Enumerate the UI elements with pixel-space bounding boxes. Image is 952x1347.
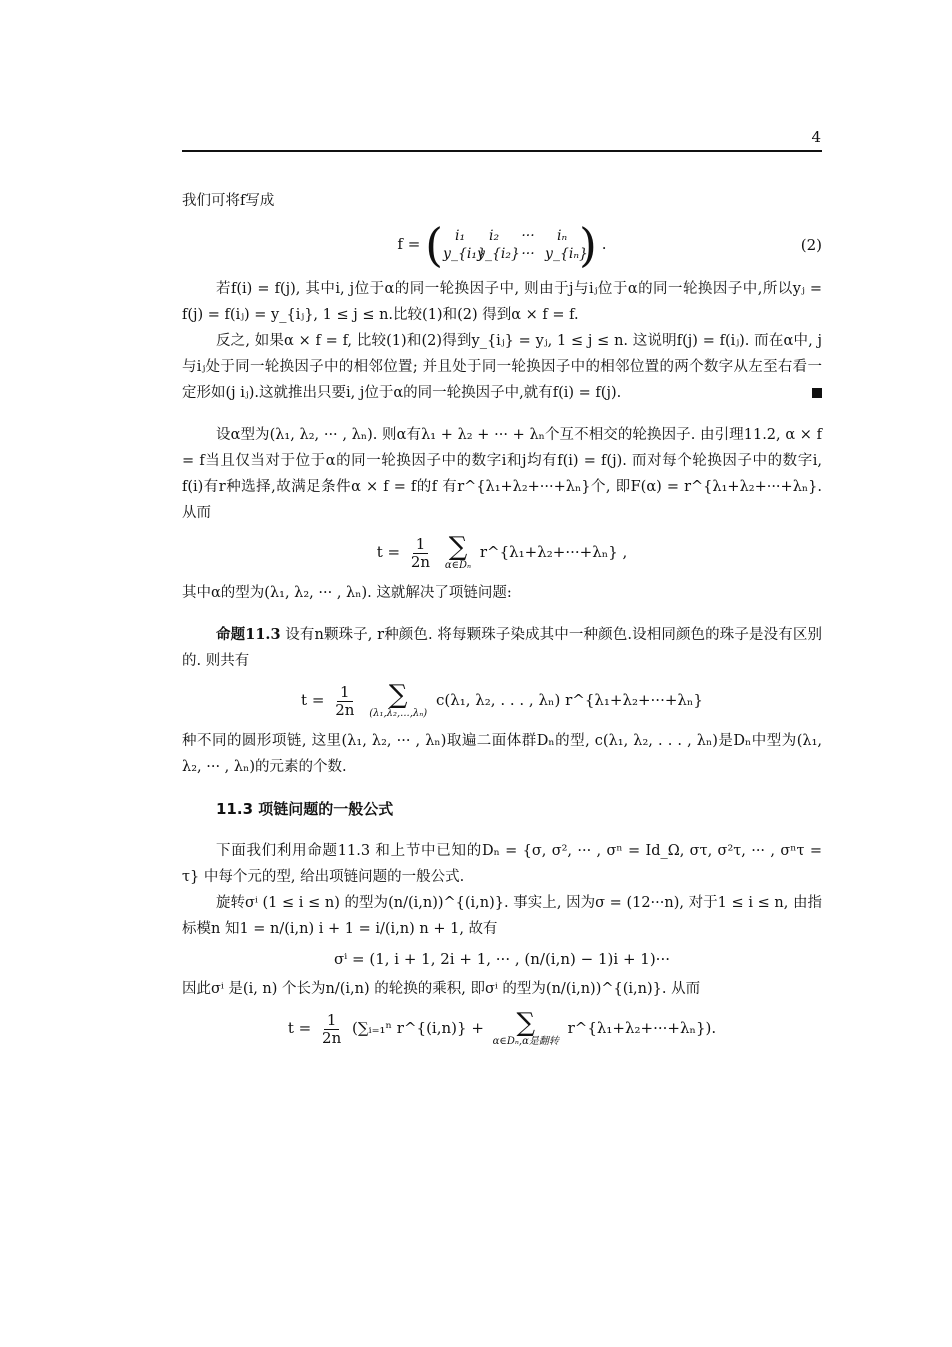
paragraph-cycle-type: 设α型为(λ₁, λ₂, ··· , λₙ). 则α有λ₁ + λ₂ + ··· + λₙ个互不相交的轮换因子. 由引理11.2, α × f = f当且仅当对于位于α的同一轮换因子中的数字i和j均有f(i) = f(j). 而对每个轮换因子中的数字i, f(i)有r种选择,故满足条件α × f = f的f 有r^{λ₁+λ₂+···+λₙ}个, 即F(α) = r^{λ₁+λ₂+···+λₙ}. 从而 <box>182 427 822 521</box>
rotation-sum: (∑ᵢ₌₁ⁿ r^{(i,n)} + <box>352 1019 484 1037</box>
summand: r^{λ₁+λ₂+···+λₙ} , <box>479 543 628 561</box>
paragraph-proof-converse <box>182 328 822 406</box>
fraction-denominator: 2n <box>322 1028 342 1047</box>
summation-icon: ∑ <box>448 532 468 562</box>
eq-lhs: t = <box>376 543 401 561</box>
paragraph-proof-forward: 若f(i) = f(j), 其中i, j位于α的同一轮换因子中, 则由于j与iⱼ位于α的同一轮换因子中,所以yⱼ = f(j) = f(iⱼ) = y_{iⱼ}, 1 ≤ j ≤ n.比较(1)和(2) 得到α × f = f. <box>182 281 822 323</box>
paragraph-rotation-type: 旋转σⁱ (1 ≤ i ≤ n) 的型为(n/(i,n))^{(i,n)}. 事实上, 因为σ = (12···n), 对于1 ≤ i ≤ n, 由指标模n 知1 = n/(i,n) i + 1 = i/(i,n) n + 1, 故有 <box>182 895 822 937</box>
page-number: 4 <box>811 128 821 146</box>
matrix-cell: y_{i₂} <box>477 246 520 262</box>
fraction-denominator: 2n <box>335 700 355 719</box>
equation-number: (2) <box>800 236 822 254</box>
summation-icon: ∑ <box>516 1008 536 1038</box>
paragraph-dihedral-group: 下面我们利用命题11.3 和上节中已知的Dₙ = {σ, σ², ··· , σⁿ = Id_Ω, στ, σ²τ, ··· , σⁿτ = τ} 中每个元的型, 给出项链问题的一般公式. <box>182 843 822 885</box>
summation-limit: α∈Dₙ <box>444 560 472 571</box>
paragraph-solves: 其中α的型为(λ₁, λ₂, ··· , λₙ). 这就解决了项链问题: <box>182 585 512 601</box>
matrix-cell: ··· <box>521 246 535 262</box>
permutation-matrix <box>425 218 597 272</box>
matrix-cell: y_{iₙ} <box>545 246 588 262</box>
left-paren: ( <box>425 218 444 272</box>
fraction-numerator: 1 <box>413 536 429 554</box>
summand: r^{λ₁+λ₂+···+λₙ}). <box>567 1019 717 1037</box>
paragraph-intro: 我们可将f写成 <box>182 193 275 209</box>
summand: c(λ₁, λ₂, . . . , λₙ) r^{λ₁+λ₂+···+λₙ} <box>435 691 703 709</box>
matrix-cell: i₂ <box>489 228 500 244</box>
section-heading: 11.3 项链问题的一般公式 <box>216 800 394 818</box>
matrix-cell: ··· <box>521 228 535 244</box>
summation <box>493 1010 559 1048</box>
paragraph-cycle-product: 因此σⁱ 是(i, n) 个长为n/(i,n) 的轮换的乘积, 即σⁱ 的型为(n/(i,n))^{(i,n)}. 从而 <box>182 981 701 997</box>
matrix-cell: i₁ <box>455 228 466 244</box>
summation <box>369 682 427 720</box>
fraction-numerator: 1 <box>337 684 353 702</box>
eq2-lhs: f = <box>397 235 421 253</box>
matrix-grid <box>443 228 588 262</box>
fraction <box>319 1012 344 1047</box>
equation-t-second <box>182 682 822 720</box>
summation-limit: (λ₁,λ₂,...,λₙ) <box>369 708 428 719</box>
summation-icon: ∑ <box>388 680 408 710</box>
header-rule <box>182 150 822 152</box>
paragraph-necklace-count: 种不同的圆形项链, 这里(λ₁, λ₂, ··· , λₙ)取遍二面体群Dₙ的型, c(λ₁, λ₂, . . . , λₙ)是Dₙ中型为(λ₁, λ₂, ··· , λₙ)的元素的个数. <box>182 733 822 775</box>
fraction <box>332 684 357 719</box>
fraction-denominator: 2n <box>410 552 431 571</box>
matrix-cell: y_{i₁} <box>443 246 486 262</box>
proposition-11-3 <box>182 622 822 674</box>
converse-text: 反之, 如果α × f = f, 比较(1)和(2)得到y_{iⱼ} = yⱼ, 1 ≤ j ≤ n. 这说明f(j) = f(iⱼ). 而在α中, j与iⱼ处于同一轮换因子中的相邻位置; 并且处于同一轮换因子中的相邻位置的两个数字从左至右看一定形如(j iⱼ).这就推出只要i, j位于α的同一轮换因子中,就有f(i) = f(j). <box>182 333 822 401</box>
equation-sigma-power: σⁱ = (1, i + 1, 2i + 1, ··· , (n/(i,n) − 1)i + 1)··· <box>333 950 670 968</box>
proposition-label: 命题11.3 <box>216 626 281 643</box>
qed-square-icon <box>812 388 822 398</box>
eq-lhs: t = <box>287 1019 312 1037</box>
eq2-tail: . <box>601 235 607 253</box>
eq-lhs: t = <box>301 691 325 709</box>
equation-2 <box>182 218 822 272</box>
right-paren: ) <box>579 218 597 272</box>
summation-limit: α∈Dₙ,α是翻转 <box>492 1036 559 1047</box>
fraction <box>408 536 433 571</box>
equation-t-general <box>182 1010 822 1048</box>
equation-t-first <box>182 534 822 572</box>
proposition-text: 设有n颗珠子, r种颜色. 将每颗珠子染成其中一种颜色.设相同颜色的珠子是没有区别的. 则共有 <box>182 627 822 669</box>
fraction-numerator: 1 <box>324 1012 340 1030</box>
page-body <box>182 188 822 1056</box>
summation <box>445 534 471 572</box>
matrix-cell: iₙ <box>556 228 568 244</box>
